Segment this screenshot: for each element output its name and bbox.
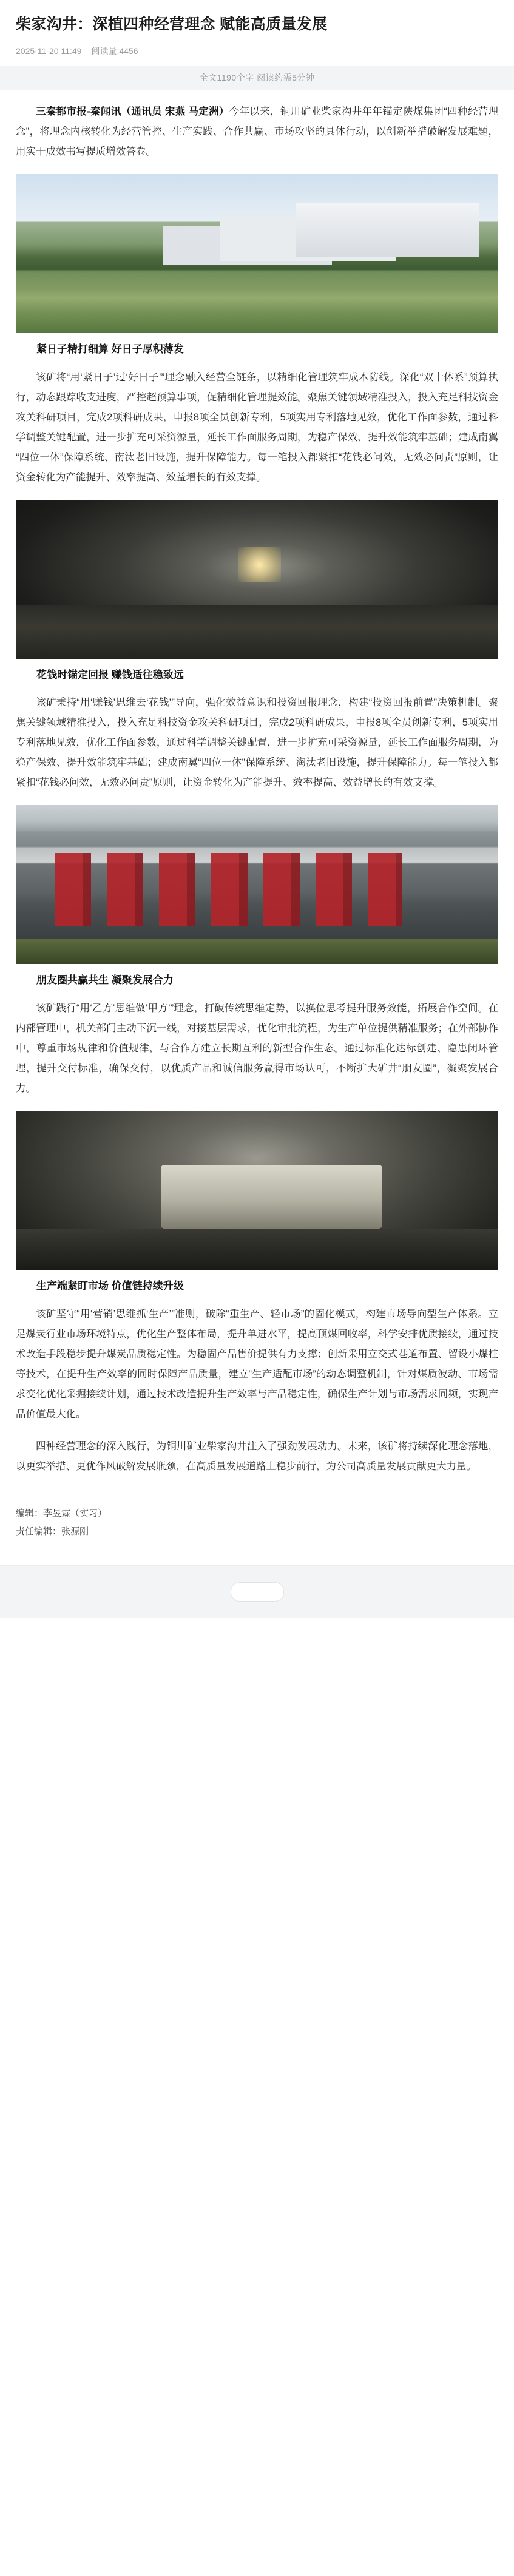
byline: 三秦都市报-秦闻讯（通讯员 宋燕 马定洲） [36,106,229,118]
figure-loader [16,1111,498,1270]
section-3-paragraph-1: 该矿践行“用‘乙方’思维做‘甲方’”理念，打破传统思维定势，以换位思考提升服务效能，拓展合作空间。在内部管理中，机关部门主动下沉一线，对接基层需求，优化审批流程，为生产单位提供精准服务；在外部协作中，尊重市场规律和价值规律，与合作方建立长期互利的新型合作生态。通过标准化达标创建、隐患闭环管理，提升交付标准，确保交付，以优质产品和诚信服务赢得市场认可，不断扩大矿井“朋友圈”，凝聚发展合力。 [16,1003,498,1094]
intro-paragraph [16,102,498,162]
article-header [0,0,514,57]
home-indicator[interactable] [231,1582,284,1602]
figure-plant [16,174,498,333]
credits-block [0,1489,514,1547]
view-count: 阅读量:4456 [91,46,138,56]
page-title: 柴家沟井：深植四种经营理念 赋能高质量发展 [16,16,328,33]
section-2-paragraph-1: 该矿秉持“用‘赚钱’思维去‘花钱’”导向，强化效益意识和投资回报理念，构建“投资回报前置”决策机制。聚焦关键领域精准投入，投入充足科技资金攻关科研项目，完成2项科研成果，申报8项全员创新专利，5项实用专利落地见效，优化工作面参数，通过科学调整关键配置，进一步扩充可采资源量，延长工作面服务周期，为稳产保效、提升效能筑牢基础；建成南翼“四位一体”保障系统、淘汰老旧设施，提升保障能力。每一笔投入都紧扣“花钱必问效，无效必问责”原则，让资金转化为产能提升、效率提高、效益增长的有效支撑。 [16,697,498,789]
reading-time-bar: 全文1190个字 阅读约需5分钟 [0,66,514,90]
article-meta [16,45,498,57]
figure-equipment [16,805,498,964]
publish-date: 2025-11-20 11:49 [16,46,82,56]
article-content [0,90,514,1476]
photo-mine-loader [16,1111,498,1270]
chief-editor-label: 责任编辑： [16,1526,62,1537]
section-4-paragraph-1: 该矿坚守“用‘营销’思维抓‘生产’”准则，破除“重生产、轻市场”的固化模式，构建市场导向型生产体系。立足煤炭行业市场环境特点，优化生产整体布局，提升单进水平，提高顶煤回收率，科学安排优质接续，通过技术改造手段稳步提升煤炭品质稳定性。为稳固产品售价提供有力支撑；创新采用立交式巷道布置、留设小煤柱等技术，在提升生产效率的同时保障产品质量，建立“生产适配市场”的动态调整机制，针对煤质波动、市场需求变化优化采掘接续计划，通过技术改造提升生产效率与产品稳定性，确保生产计划与市场需求同频，实现产品价值最大化。 [16,1308,498,1420]
section-4-paragraph-2: 四种经营理念的深入践行，为铜川矿业柴家沟井注入了强劲发展动力。未来，该矿将持续深化理念落地，以更实举措、更优作风破解发展瓶颈，在高质量发展道路上稳步前行，为公司高质量发展贡献更大力量。 [16,1440,498,1472]
editor-line [16,1505,498,1523]
figure-tunnel [16,500,498,659]
editor-value: 李昱霖（实习） [43,1508,107,1519]
chief-editor-value: 张源刚 [61,1526,89,1537]
footer-bar [0,1565,514,1618]
section-1-paragraph-1: 该矿将“用‘紧日子’过‘好日子’”理念融入经营全链条，以精细化管理筑牢成本防线。深化“双十体系”预算执行，动态跟踪收支进度，严控超预算事项，促精细化管理提效能。聚焦关键领域精准投入，投入充足科技资金攻关科研项目，完成2项科研成果，申报8项全员创新专利，5项实用专利落地见效，优化工作面参数，通过科学调整关键配置，进一步扩充可采资源量，延长工作面服务周期，为稳产保效、提升效能筑牢基础；建成南翼“四位一体”保障系统、南汰老旧设施，提升保障能力。每一笔投入都紧扣“花钱必问效，无效必问责”原则，让资金转化为产能提升、效率提高、效益增长的有效支撑。 [16,371,498,483]
photo-mine-tunnel [16,500,498,659]
section-heading-3: 朋友圈共赢共生 凝聚发展合力 [36,974,174,986]
editor-label: 编辑： [16,1508,44,1519]
section-heading-2: 花钱时锚定回报 赚钱适往稳致远 [36,669,184,681]
photo-coal-plant [16,174,498,333]
intro-text: 今年以来，铜川矿业柴家沟井年年锚定陕煤集团“四种经营理念”，将理念内核转化为经营管控、生产实践、合作共赢、市场攻坚的具体行动，以创新举措破解发展难题，用实干成效书写提质增效答卷。 [16,106,499,158]
section-heading-1: 紧日子精打细算 好日子厚积薄发 [36,343,184,356]
section-heading-4: 生产端紧盯市场 价值链持续升级 [36,1280,184,1292]
chief-editor-line [16,1523,498,1541]
photo-underground-equipment [16,805,498,964]
